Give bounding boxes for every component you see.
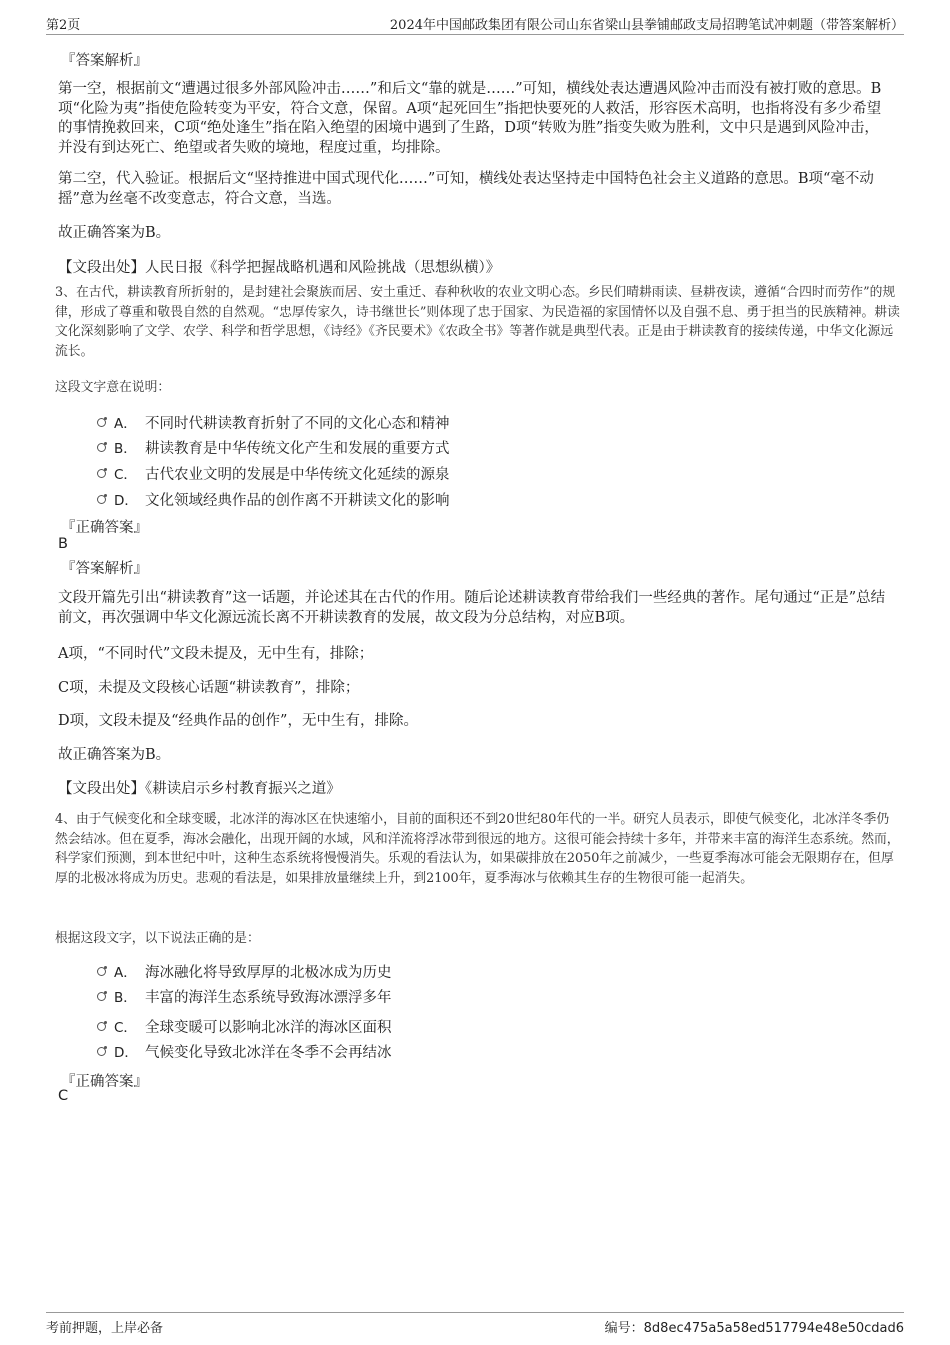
analysis-line: A项，“不同时代”文段未提及，无中生有，排除； [58, 646, 374, 662]
footer-slogan: 考前押题，上岸必备 [46, 1321, 164, 1336]
analysis-paragraph: 文段开篇先引出“耕读教育”这一话题，并论述其在古代的作用。随后论述耕读教育带给我们一些经典的著作。尾句通过“正是”总结前文，再次强调中华文化源远流长离不开耕读教育的发展，故文段为分总结构，对应B项。 [58, 590, 886, 626]
radio-icon[interactable] [97, 967, 106, 976]
conclusion: 故正确答案为B。 [58, 225, 171, 241]
radio-icon[interactable] [97, 1022, 106, 1031]
source-citation: 【文段出处】《耕读启示乡村教育振兴之道》 [58, 781, 341, 797]
document-code: 编号：8d8ec475a5a58ed517794e48e50cdad6 [604, 1321, 904, 1336]
radio-icon[interactable] [97, 418, 106, 427]
radio-icon[interactable] [97, 1047, 106, 1056]
analysis-label: 『答案解析』 [61, 561, 148, 577]
radio-icon[interactable] [97, 443, 106, 452]
source-citation: 【文段出处】人民日报《科学把握战略机遇和风险挑战（思想纵横）》 [58, 260, 501, 276]
question-4-text: 4、由于气候变化和全球变暖，北冰洋的海冰区在快速缩小，目前的面积还不到20世纪80年代的一半。研究人员表示，即使气候变化，北冰洋冬季仍然会结冰。但在夏季，海冰会融化，出现开阔的水域，风和洋流将浮冰带到很远的地方。这很可能会持续十多年，并带来丰富的海洋生态系统。然而，科学家们预测，到本世纪中叶，这种生态系统将慢慢消失。乐观的看法认为，如果碳排放在2050年之前减少，一些夏季海冰可能会无限期存在，但厚厚的北极冰将成为历史。悲观的看法是，如果排放量继续上升，到2100年，夏季海冰与依赖其生存的生物很可能一起消失。 [55, 812, 900, 886]
question-3-text: 3、在古代，耕读教育所折射的，是封建社会聚族而居、安土重迁、春种秋收的农业文明心态。乡民们晴耕雨读、昼耕夜读，遵循“合四时而劳作”的规律，形成了尊重和敬畏自然的自然观。“忠厚传家久，诗书继世长”则体现了忠于国家、为民造福的家国情怀以及自强不息、勇于担当的民族精神。耕读文化深刻影响了文学、农学、科学和哲学思想，《诗经》《齐民要术》《农政全书》等著作就是典型代表。正是由于耕读教育的接续传递，中华文化源远流长。 [55, 285, 900, 359]
radio-icon[interactable] [97, 495, 106, 504]
question-4-stem: 根据这段文字，以下说法正确的是： [55, 931, 260, 946]
document-title: 2024年中国邮政集团有限公司山东省梁山县拳铺邮政支局招聘笔试冲刺题（带答案解析） [389, 18, 904, 33]
correct-answer: B [58, 536, 68, 552]
analysis-line: D项，文段未提及“经典作品的创作”，无中生有，排除。 [58, 713, 418, 729]
correct-answer-label: 『正确答案』 [61, 1074, 148, 1090]
analysis-line: C项，未提及文段核心话题“耕读教育”，排除； [58, 680, 360, 696]
analysis-label: 『答案解析』 [61, 53, 148, 69]
analysis-paragraph: 第二空，代入验证。根据后文“坚持推进中国式现代化……”可知，横线处表达坚持走中国特色社会主义道路的意思。B项“毫不动摇”意为丝毫不改变意志，符合文意，当选。 [58, 171, 874, 207]
conclusion: 故正确答案为B。 [58, 747, 171, 763]
analysis-paragraph: 第一空，根据前文“遭遇过很多外部风险冲击……”和后文“靠的就是……”可知，横线处表达遭遇风险冲击而没有被打败的意思。B项“化险为夷”指使危险转变为平安，符合文意，保留。A项“起死回生”指把快要死的人救活，形容医术高明，也指将没有多少希望的事情挽救回来，C项“绝处逢生”指在陷入绝望的困境中遇到了生路，D项“转败为胜”指变失败为胜利，文中只是遇到风险冲击，并没有到达死亡、绝望或者失败的境地，程度过重，均排除。 [58, 81, 882, 156]
correct-answer-label: 『正确答案』 [61, 520, 148, 536]
radio-icon[interactable] [97, 469, 106, 478]
page-header [46, 14, 904, 35]
page-footer [46, 1312, 904, 1335]
page-number: 第2页 [46, 18, 81, 33]
radio-icon[interactable] [97, 992, 106, 1001]
correct-answer: C [58, 1088, 69, 1104]
question-3-stem: 这段文字意在说明： [55, 380, 171, 395]
